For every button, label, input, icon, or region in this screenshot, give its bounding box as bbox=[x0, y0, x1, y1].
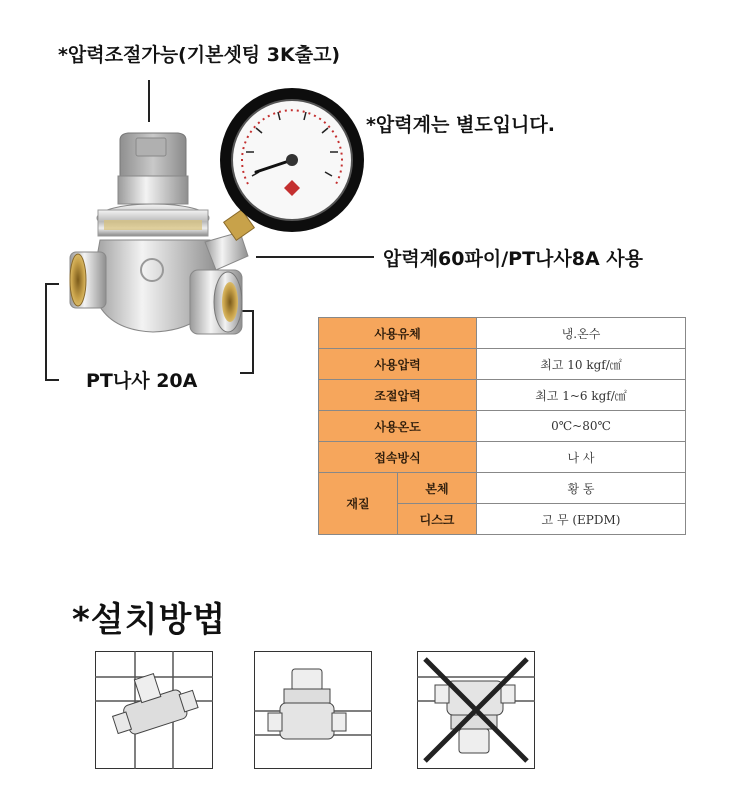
table-row bbox=[319, 473, 686, 504]
bracket-left-bottom bbox=[45, 379, 59, 381]
spec-value: 최고 1~6 kgf/㎠ bbox=[477, 380, 686, 411]
spec-label-material: 재질 bbox=[319, 473, 398, 535]
table-row bbox=[319, 380, 686, 411]
spec-sublabel: 디스크 bbox=[398, 504, 477, 535]
callout-gauge-separate: *압력계는 별도입니다. bbox=[366, 114, 555, 136]
table-row bbox=[319, 411, 686, 442]
install-diagram-horizontal bbox=[95, 651, 213, 769]
bracket-right-bottom bbox=[240, 372, 254, 374]
install-diagram-upright bbox=[254, 651, 372, 769]
spec-value: 고 무 (EPDM) bbox=[477, 504, 686, 535]
table-row bbox=[319, 318, 686, 349]
spec-value: 나 사 bbox=[477, 442, 686, 473]
callout-thread-size: PT나사 20A bbox=[86, 370, 198, 392]
spec-value: 황 동 bbox=[477, 473, 686, 504]
spec-label: 접속방식 bbox=[319, 442, 477, 473]
spec-sublabel: 본체 bbox=[398, 473, 477, 504]
callout-pressure-adjust: *압력조절가능(기본셋팅 3K출고) bbox=[58, 44, 341, 66]
spec-label: 조절압력 bbox=[319, 380, 477, 411]
install-title: *설치방법 bbox=[72, 600, 227, 640]
spec-value: 최고 10 kgf/㎠ bbox=[477, 349, 686, 380]
spec-label: 사용압력 bbox=[319, 349, 477, 380]
spec-label: 사용유체 bbox=[319, 318, 477, 349]
table-row bbox=[319, 349, 686, 380]
spec-label: 사용온도 bbox=[319, 411, 477, 442]
install-diagram-inverted-wrong bbox=[417, 651, 535, 769]
spec-value: 0℃~80℃ bbox=[477, 411, 686, 442]
spec-table bbox=[318, 317, 686, 535]
spec-value: 냉.온수 bbox=[477, 318, 686, 349]
callout-gauge-spec: 압력계60파이/PT나사8A 사용 bbox=[383, 248, 643, 270]
table-row bbox=[319, 442, 686, 473]
